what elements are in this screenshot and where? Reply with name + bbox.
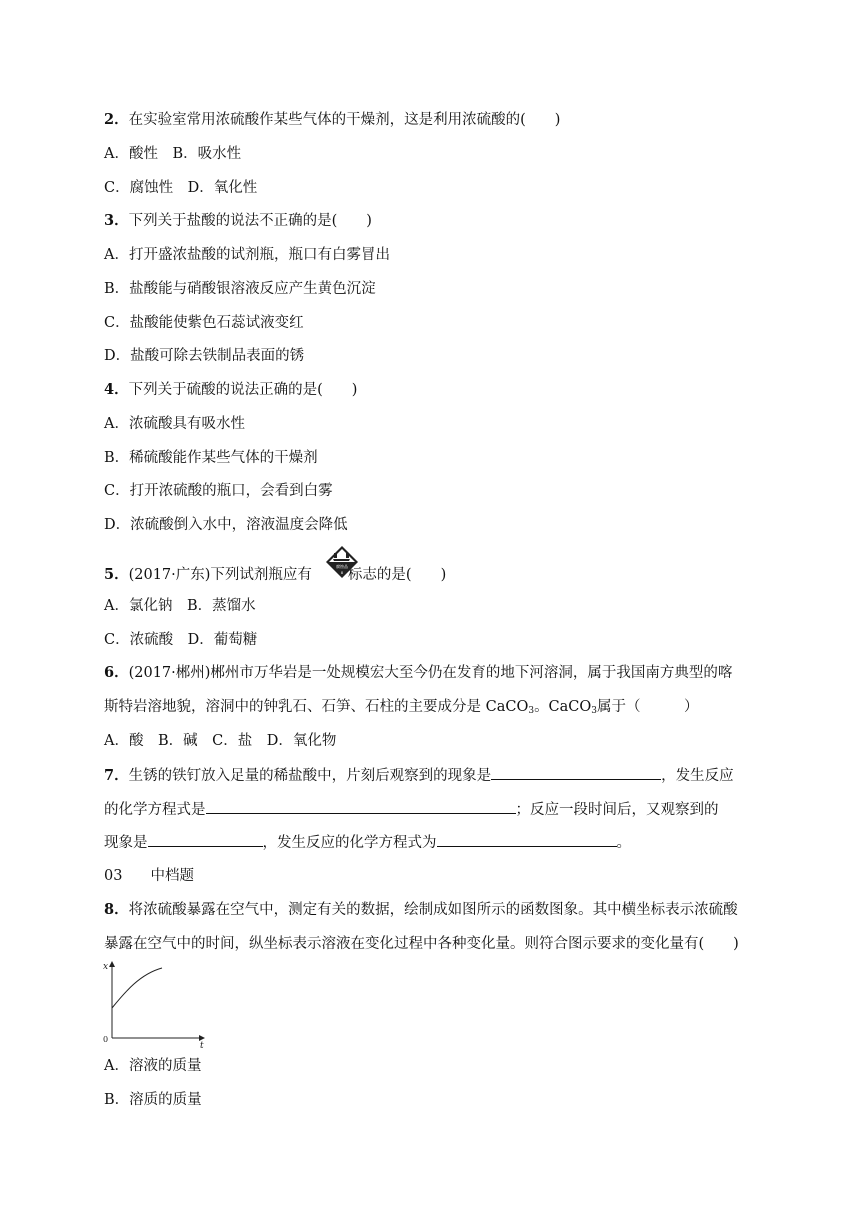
q4-option-d: D．浓硫酸倒入水中，溶液温度会降低 [104,517,348,533]
q4-option-c: C．打开浓硫酸的瓶口，会看到白雾 [104,483,333,499]
answer-blank[interactable] [206,799,516,814]
q5-stem-after: 标志的是( ) [347,567,447,583]
q7-text: ，发生反应 [661,768,734,784]
q4-number: 4． [104,381,129,398]
q6-number: 6． [104,664,129,681]
corrosive-hazard-icon [325,545,359,579]
q7-text: 现象是 [104,835,148,851]
q7-line2 [104,799,719,820]
q8-option-a: A．溶液的质量 [104,1058,202,1074]
y-axis-label: x [103,962,109,972]
q5-options-cd: C．浓硫酸 D．葡萄糖 [104,632,258,648]
q8-number: 8． [104,901,129,918]
q6-options: A．酸 B．碱 C．盐 D．氧化物 [104,733,337,749]
q4-option-a: A．浓硫酸具有吸水性 [104,416,245,432]
q5-stem [104,565,446,585]
q3-option-b: B．盐酸能与硝酸银溶液反应产生黄色沉淀 [104,281,376,297]
answer-blank[interactable] [491,765,661,780]
q8-line1-text: 将浓硫酸暴露在空气中，测定有关的数据，绘制成如图所示的函数图象。其中横坐标表示浓硫酸 [128,902,738,918]
q5-options-ab: A．氯化钠 B．蒸馏水 [104,598,256,614]
q3-option-a: A．打开盛浓盐酸的试剂瓶，瓶口有白雾冒出 [104,247,390,263]
q7-number: 7． [104,767,129,784]
q3-number: 3． [104,212,129,229]
q8-line2: 暴露在空气中的时间，纵坐标表示溶液在变化过程中各种变化量。则符合图示要求的变化量有( ) [104,936,739,952]
q6-line2 [104,697,699,721]
q6-subscript: 3 [528,706,535,716]
q4-stem [104,380,357,400]
q6-line2-formula: 。CaCO [534,699,592,715]
q3-option-c: C．盐酸能使紫色石蕊试液变红 [104,315,304,331]
q4-option-b: B．稀硫酸能作某些气体的干燥剂 [104,450,318,466]
q2-stem-text: 在实验室常用浓硫酸作某些气体的干燥剂，这是利用浓硫酸的( ) [128,112,561,128]
hazard-number: 8 [340,571,344,575]
q3-option-d: D．盐酸可除去铁制品表面的锈 [104,348,305,364]
q2-stem [104,110,560,130]
q7-line1 [104,765,734,786]
hazard-label: 腐蚀品 [336,564,348,569]
answer-blank[interactable] [148,832,263,847]
section-code: 03 [104,868,123,884]
q4-stem-text: 下列关于硫酸的说法正确的是( ) [128,382,358,398]
section-title: 中档题 [150,868,194,884]
q7-text: 。 [616,835,631,851]
function-graph [100,958,210,1048]
origin-label: 0 [103,1035,109,1044]
q7-text: 生锈的铁钉放入足量的稀盐酸中，片刻后观察到的现象是 [128,768,492,784]
answer-blank[interactable] [437,832,617,847]
q7-line3 [104,832,631,853]
q5-stem-before: (2017·广东)下列试剂瓶应有 [128,567,312,583]
section-header [104,866,194,886]
q7-text: ，发生反应的化学方程式为 [262,835,437,851]
q7-text: ；反应一段时间后，又观察到的 [515,802,719,818]
q8-line1 [104,900,738,920]
graph-curve [112,968,162,1008]
q8-option-b: B．溶质的质量 [104,1092,202,1108]
q2-options-ab: A．酸性 B．吸水性 [104,146,242,162]
q6-line1-text: (2017·郴州)郴州市万华岩是一处规模宏大至今仍在发育的地下河溶洞，属于我国南方典型的喀 [128,665,733,681]
q3-stem-text: 下列关于盐酸的说法不正确的是( ) [128,213,372,229]
q7-text: 的化学方程式是 [104,802,206,818]
q6-line1 [104,663,732,683]
q2-options-cd: C．腐蚀性 D．氧化性 [104,180,258,196]
q6-line2-end: 属于（ ） [597,699,699,715]
q3-stem [104,211,372,231]
q6-subscript: 3 [591,706,598,716]
q5-number: 5． [104,566,129,583]
q6-line2-text: 斯特岩溶地貌，溶洞中的钟乳石、石笋、石柱的主要成分是 CaCO [104,699,529,715]
x-axis-label: t [200,1041,204,1048]
q2-number: 2． [104,111,129,128]
